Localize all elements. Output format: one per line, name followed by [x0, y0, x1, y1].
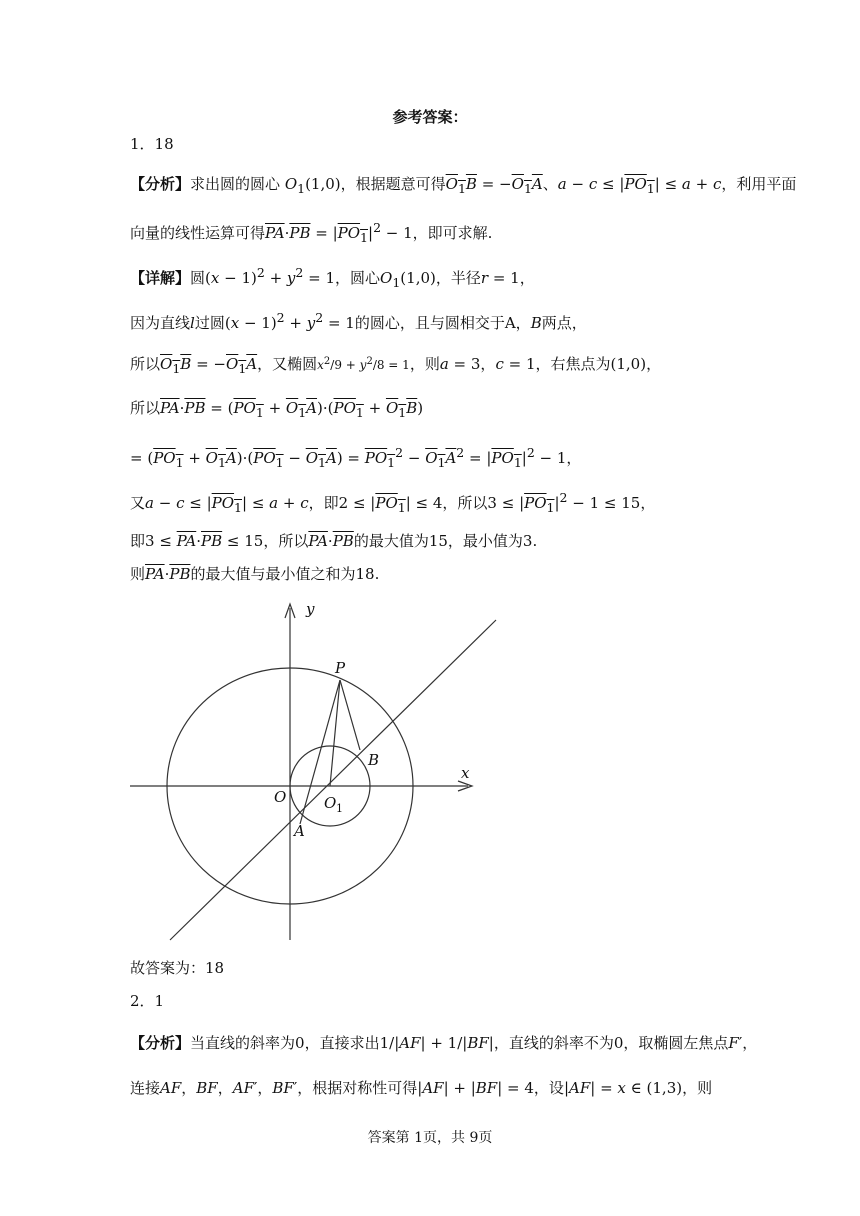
q1-analysis-line1: 【分析】求出圆的圆心 $O_1(1,0)$，根据题意可得$O_1B = -O_1A$、$a - c \le |PO_1| \le a + c$，利用平面: [130, 175, 797, 196]
q1-detail-line8: 则$\overline{PA}\cdot\overline{PB}$的最大值与最小值之和为18.: [130, 565, 380, 583]
q2-number: 2．1: [130, 992, 165, 1010]
q1-detail-line5: = $(PO_1 + O_1A)\cdot(PO_1 - O_1A) = PO_1^2 - O_1A^2 = |PO_1|^2 - 1$，: [130, 445, 582, 470]
page-footer: 答案第 1页，共 9页: [367, 1130, 493, 1146]
q2-analysis-line2: 连接AF，BF，AF′，BF′，根据对称性可得|AF| + |BF| = 4，设|AF| = x ∈ (1,3)，则: [130, 1079, 713, 1097]
q1-detail-line7: 即$3 \le \overline{PA}\cdot\overline{PB} \le 15$，所以$\overline{PA}\cdot\overline{PB}$的最大值为15，最小值为3.: [130, 532, 538, 550]
line-l: [170, 620, 496, 940]
label-P: P: [335, 659, 346, 677]
q1-answer: 故答案为：18: [130, 959, 225, 977]
q1-number: 1．18: [130, 135, 174, 153]
q1-detail-line6: 又$a - c \le |PO_1| \le a + c$，即$2 \le |PO_1| \le 4$，所以$3 \le |PO_1|^2 - 1 \le 15$，: [130, 490, 656, 515]
segment-PB: [340, 680, 360, 750]
label-x: x: [461, 764, 470, 782]
label-O: O: [274, 788, 287, 806]
q1-detail-line3: 所以$O_1B = -O_1A$，又椭圆$x^2/9 + y^2/8 = 1$，则a = 3，c = 1，右焦点为(1,0)，: [130, 355, 662, 376]
label-y: y: [306, 600, 315, 618]
page-title: 参考答案：: [392, 108, 468, 126]
q1-analysis-line2: 向量的线性运算可得$\overline{PA}\cdot\overline{PB} = |PO_1|^2 - 1$，即可求解.: [130, 220, 493, 245]
label-O1-subscript: 1: [336, 802, 343, 815]
label-A: A: [294, 822, 305, 840]
geometry-figure: [128, 600, 508, 945]
label-B: B: [368, 751, 380, 769]
q1-detail-line2: 因为直线l过圆$(x - 1)^2 + y^2 = 1$的圆心，且与圆相交于A，B两点，: [130, 310, 587, 332]
q2-analysis-line1: 【分析】当直线的斜率为0，直接求出1/|AF| + 1/|BF|，直线的斜率不为0，取椭圆左焦点F′，: [130, 1034, 758, 1052]
q1-detail-line1: 【详解】圆$(x - 1)^2 + y^2 = 1$，圆心$O_1(1,0)$，半径r = 1，: [130, 265, 535, 290]
label-O1: O: [324, 794, 337, 812]
q1-detail-line4: 所以$\overline{PA}\cdot\overline{PB} = (PO_1 + O_1A)\cdot(PO_1 + O_1B)$: [130, 399, 424, 420]
